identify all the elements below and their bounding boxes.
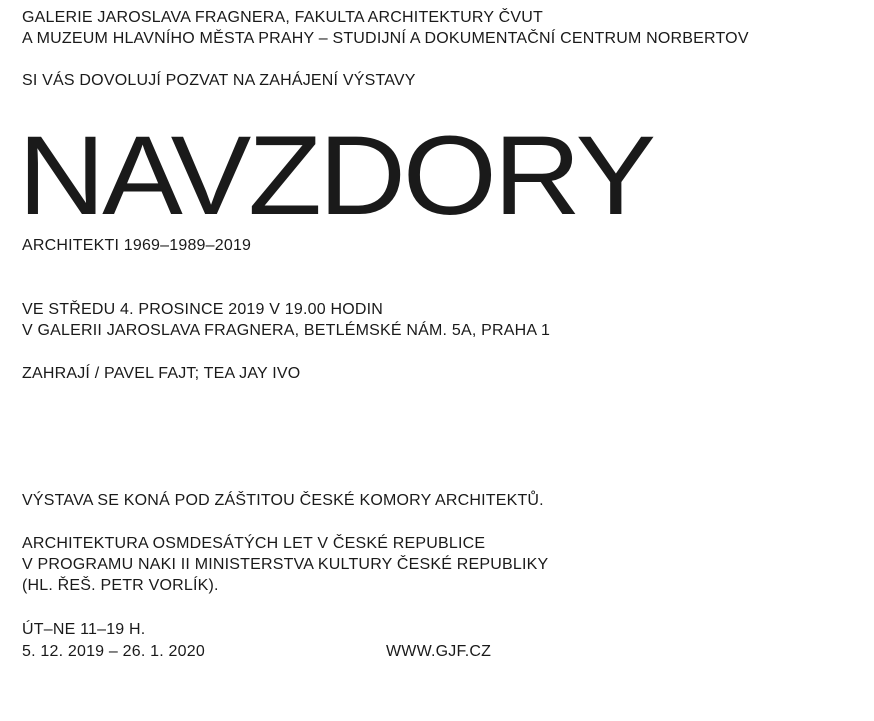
opening-music: ZAHRAJÍ / PAVEL FAJT; TEA JAY IVO [22,365,301,382]
exhibition-subtitle: ARCHITEKTI 1969–1989–2019 [22,237,252,254]
program-line-1: ARCHITEKTURA OSMDESÁTÝCH LET V ČESKÉ REPUBLICE [22,535,486,552]
exhibition-title: NAVZDORY [18,113,653,238]
opening-venue: V GALERII JAROSLAVA FRAGNERA, BETLÉMSKÉ NÁM. 5A, PRAHA 1 [22,322,551,339]
header-line-1: GALERIE JAROSLAVA FRAGNERA, FAKULTA ARCHITEKTURY ČVUT [22,9,543,26]
website-link[interactable]: WWW.GJF.CZ [386,643,492,660]
opening-hours: ÚT–NE 11–19 H. [22,621,146,638]
exhibition-dates: 5. 12. 2019 – 26. 1. 2020 [22,643,205,660]
program-line-2: V PROGRAMU NAKI II MINISTERSTVA KULTURY ČESKÉ REPUBLIKY [22,556,549,573]
program-line-3: (HL. ŘEŠ. PETR VORLÍK). [22,577,219,594]
opening-date-time: VE STŘEDU 4. PROSINCE 2019 V 19.00 HODIN [22,301,384,318]
invitation-text: SI VÁS DOVOLUJÍ POZVAT NA ZAHÁJENÍ VÝSTAVY [22,72,416,89]
header-line-2: A MUZEUM HLAVNÍHO MĚSTA PRAHY – STUDIJNÍ A DOKUMENTAČNÍ CENTRUM NORBERTOV [22,30,749,47]
patronage-text: VÝSTAVA SE KONÁ POD ZÁŠTITOU ČESKÉ KOMORY ARCHITEKTŮ. [22,492,544,509]
